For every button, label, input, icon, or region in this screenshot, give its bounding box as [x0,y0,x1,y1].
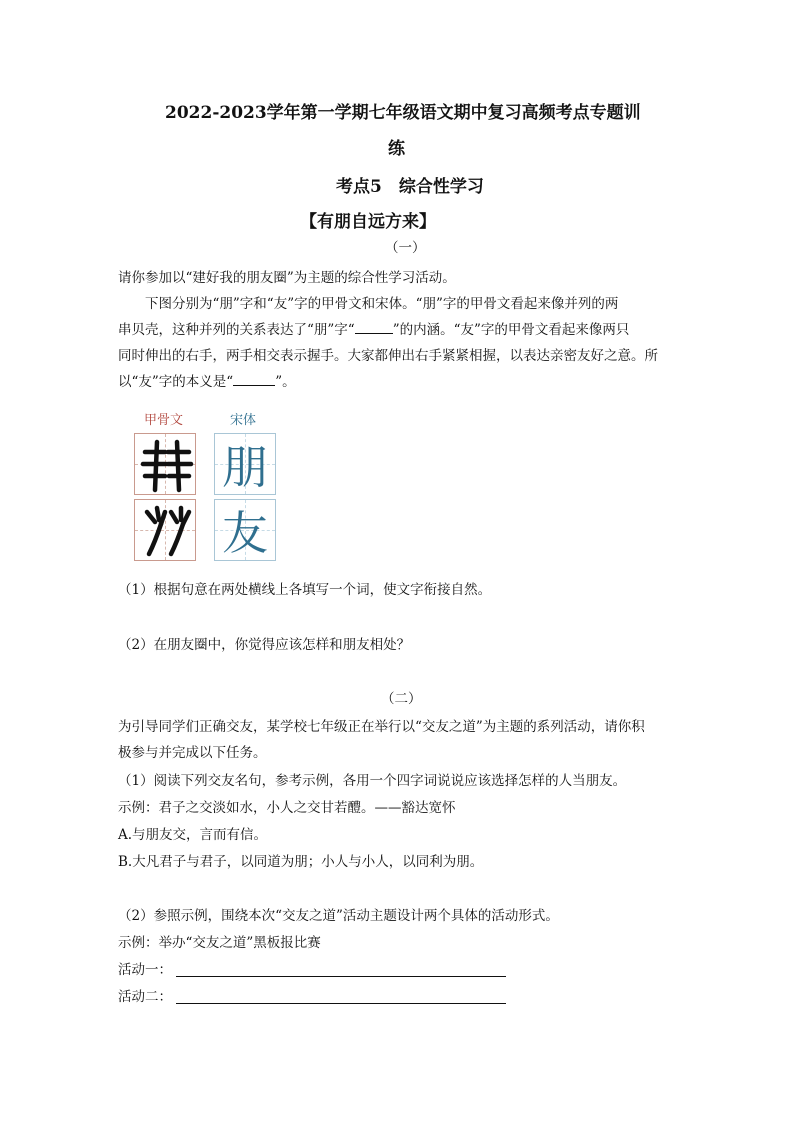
activity2-answer-line[interactable] [176,1003,506,1004]
part2-intro-line1: 为引导同学们正确交友，某学校七年级正在举行以“交友之道”为主题的系列活动，请你积 [118,719,645,735]
document-title-line2: 练 [388,139,405,159]
oracle-peng-glyph [135,434,197,496]
oracle-peng-cell [134,433,196,495]
oracle-caption: 甲骨文 [144,413,184,428]
document-title-line1: 2022-2023学年第一学期七年级语文期中复习高频考点专题训 [165,103,641,123]
activity2-label: 活动二： [118,989,172,1005]
song-you-cell [214,499,276,561]
part2-question1-example: 示例：君子之交淡如水，小人之交甘若醴。——豁达宽怀 [118,800,456,816]
topic-subtitle: 考点5 综合性学习 [336,177,484,197]
oracle-you-cell [134,499,196,561]
part2-quote-a: A.与朋友交，言而有信。 [118,827,268,843]
character-comparison-figure [130,405,290,565]
fill-blank-1[interactable] [355,319,393,334]
part1-paragraph-line4 [118,370,296,394]
song-peng-char: 朋 [222,440,268,494]
part2-label: （二） [381,691,422,707]
activity1-answer-line[interactable] [176,976,506,977]
part2-question1: （1）阅读下列交友名句，参考示例，各用一个四字词说说应该选择怎样的人当朋友。 [118,773,627,789]
part1-paragraph-line2 [118,318,629,342]
song-caption: 宋体 [230,413,257,428]
part1-paragraph-line2-start: 串贝壳，这种并列的关系表达了“朋”字“ [118,322,355,338]
part1-label: （一） [385,240,426,256]
part1-paragraph-line2-end: ”的内涵。“友”字的甲骨文看起来像两只 [392,322,630,338]
oracle-you-glyph [135,500,197,562]
part1-paragraph-line4-end: ”。 [275,374,296,390]
part1-paragraph-line3: 同时伸出的右手，两手相交表示握手。大家都伸出右手紧紧相握，以表达亲密友好之意。所 [118,348,658,364]
part1-intro: 请你参加以“建好我的朋友圈”为主题的综合性学习活动。 [118,270,456,286]
part1-question1: （1）根据句意在两处横线上各填写一个词，使文字衔接自然。 [118,582,492,598]
song-you-char: 友 [222,506,268,560]
fill-blank-2[interactable] [233,371,275,386]
section-title: 【有朋自远方来】 [300,212,436,232]
part2-question2-example: 示例：举办“交友之道”黑板报比赛 [118,935,321,951]
part1-paragraph-line1: 下图分别为“朋”字和“友”字的甲骨文和宋体。“朋”字的甲骨文看起来像并列的两 [145,296,619,312]
part2-intro-line2: 极参与并完成以下任务。 [118,745,267,761]
part2-question2: （2）参照示例，围绕本次“交友之道”活动主题设计两个具体的活动形式。 [118,908,559,924]
activity1-label: 活动一： [118,962,172,978]
song-peng-cell [214,433,276,495]
part2-quote-b: B.大凡君子与君子，以同道为朋；小人与小人，以同利为朋。 [118,854,484,870]
part1-paragraph-line4-start: 以“友”字的本义是“ [118,374,234,390]
part1-question2: （2）在朋友圈中，你觉得应该怎样和朋友相处？ [118,637,411,653]
